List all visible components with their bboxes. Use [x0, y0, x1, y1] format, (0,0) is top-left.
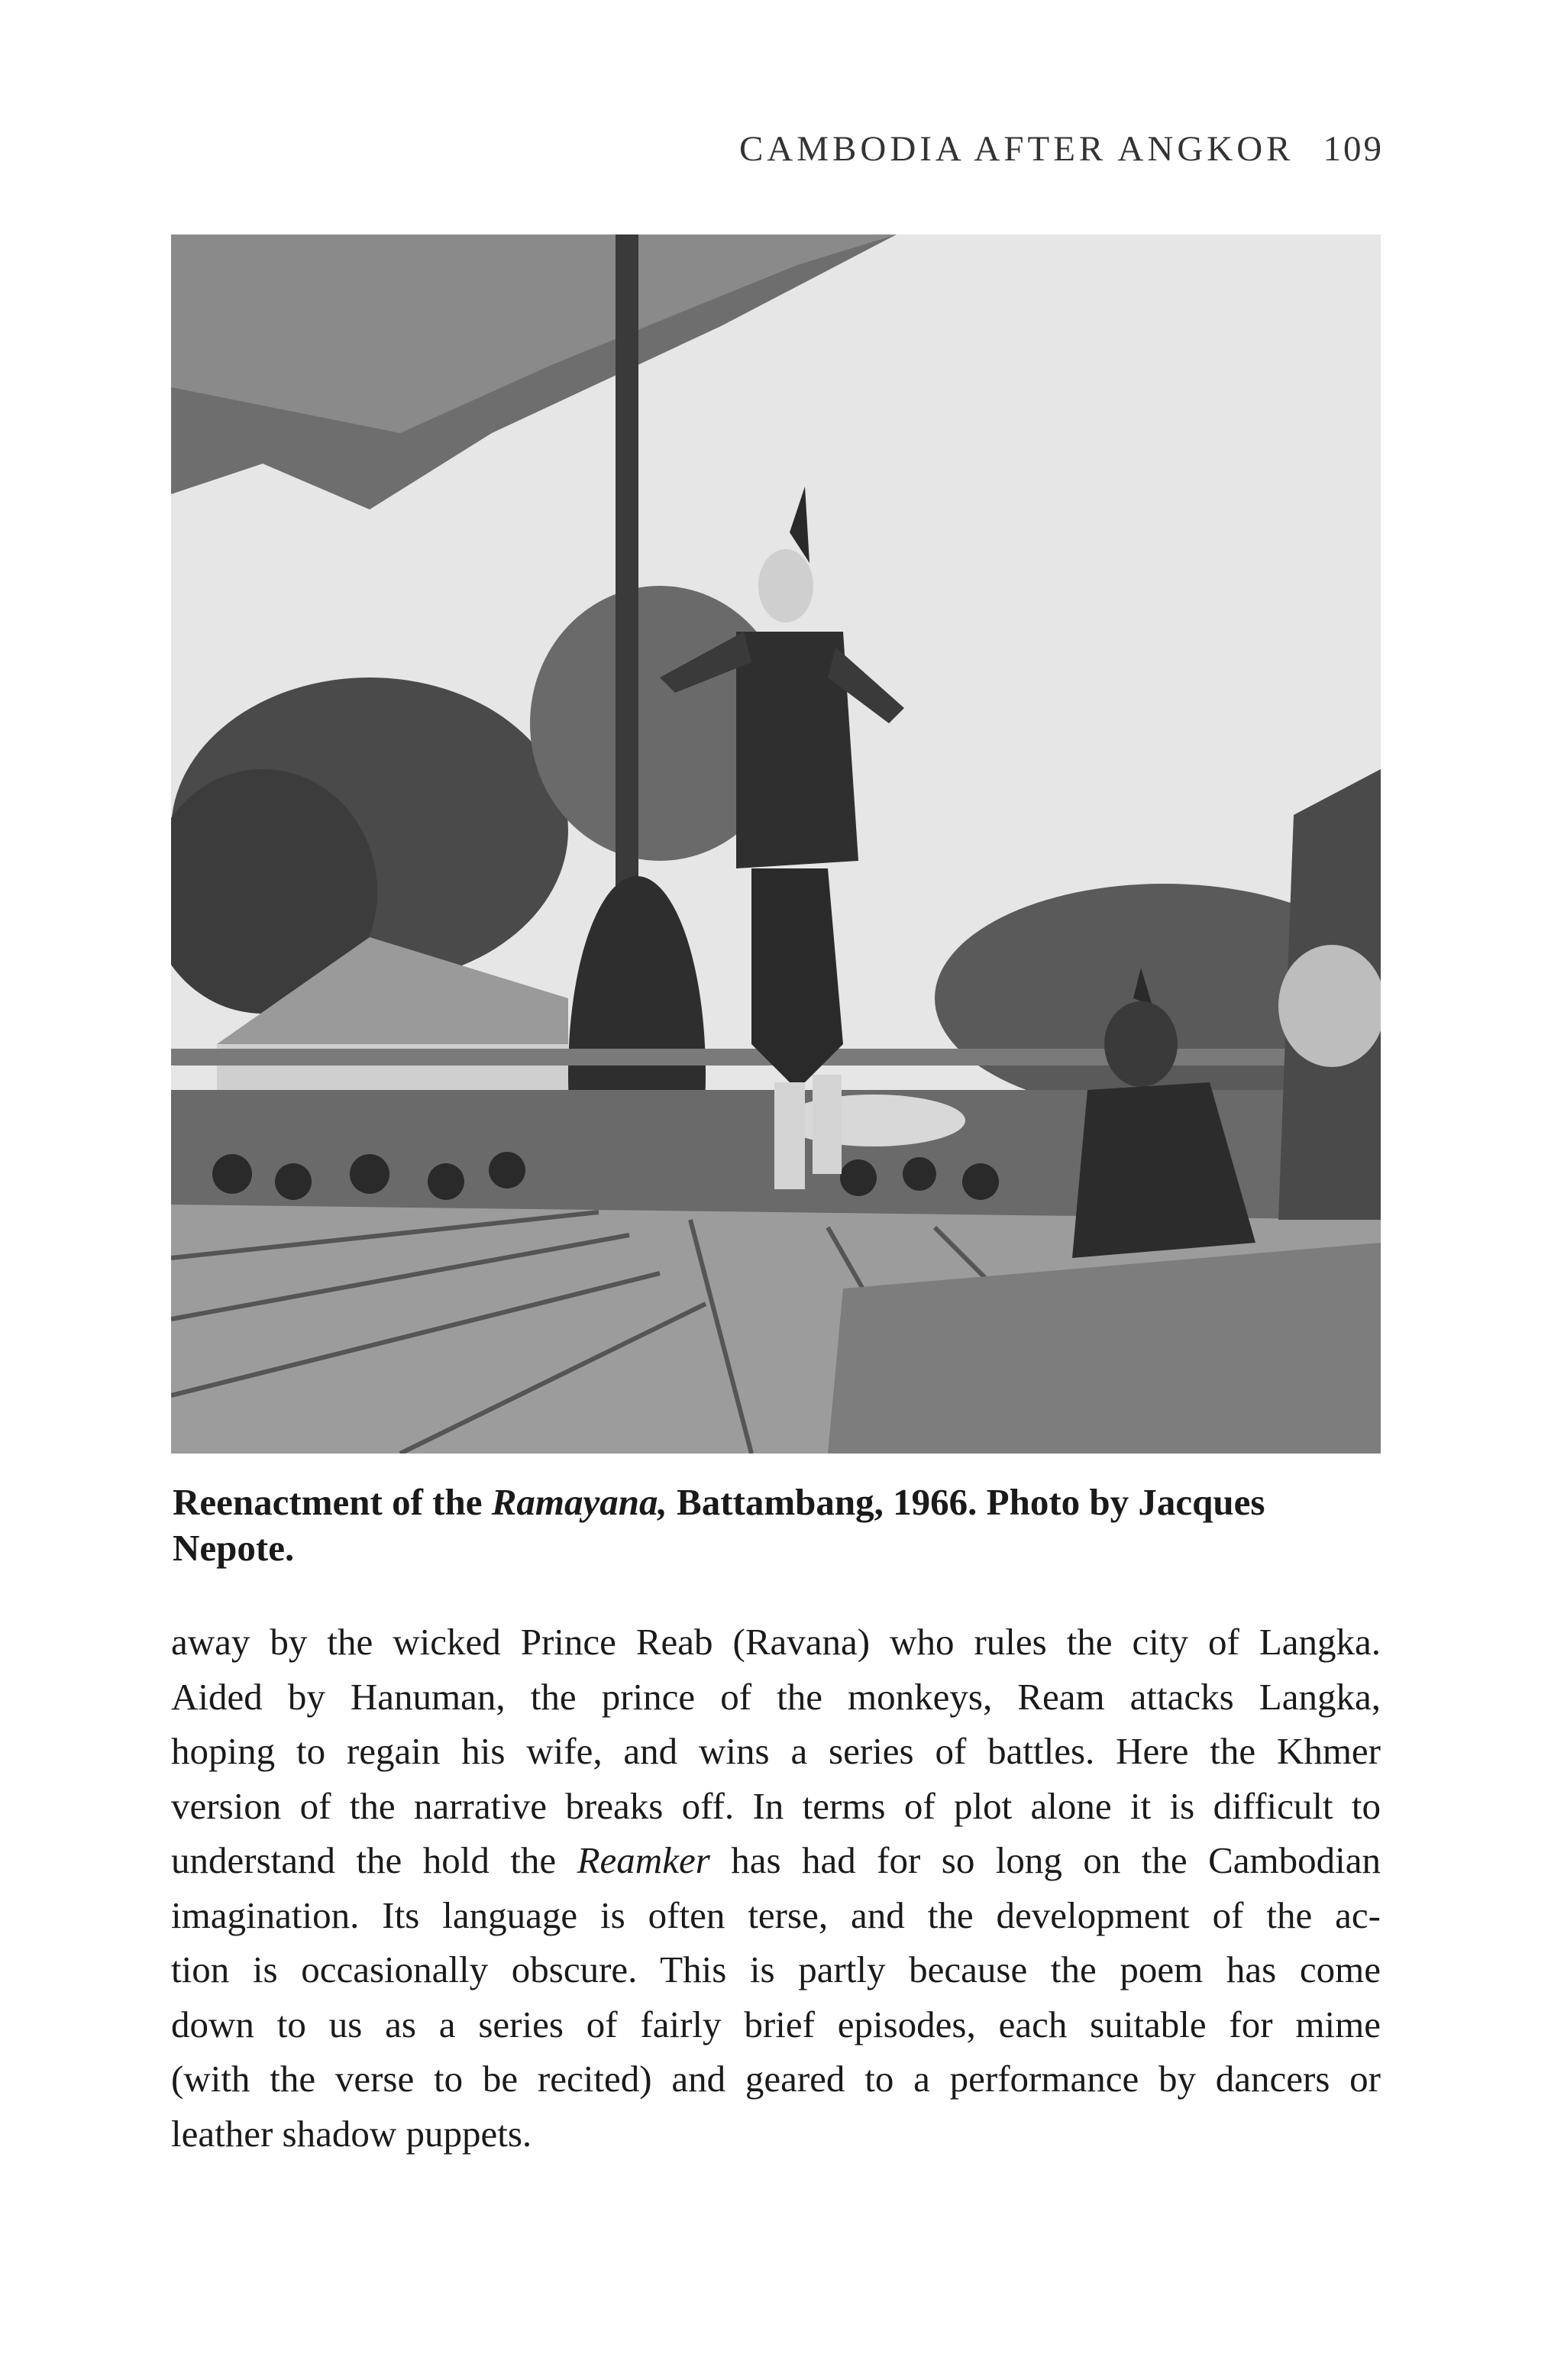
body-line: Aided by Hanuman, the prince of the monkeys, Ream attacks Langka, [171, 1675, 1381, 1718]
running-head [739, 128, 1384, 170]
page-number: 109 [1323, 129, 1384, 169]
caption-text-line2: Nepote. [173, 1527, 295, 1569]
running-title: CAMBODIA AFTER ANGKOR [738, 129, 1294, 169]
body-line: hoping to regain his wife, and wins a series of battles. Here the Khmer [171, 1730, 1381, 1772]
reamker-title: Reamker [577, 1839, 710, 1881]
body-line-part: understand the hold the [171, 1839, 577, 1881]
body-line: version of the narrative breaks off. In terms of plot alone it is difficult to [171, 1784, 1381, 1827]
photo-illustration [171, 234, 1381, 1454]
body-line: (with the verse to be recited) and geared to a performance by dancers or [171, 2058, 1381, 2100]
body-line: tion is occasionally obscure. This is partly because the poem has come [171, 1948, 1381, 1990]
body-line [171, 1833, 1381, 1888]
caption-title: Ramayana, [491, 1481, 667, 1523]
caption-text-start: Reenactment of the [173, 1481, 492, 1523]
body-line-part: has had for so long on the Cambodian [709, 1839, 1381, 1881]
body-line: away by the wicked Prince Reab (Ravana) who rules the city of Langka. [171, 1621, 1381, 1663]
caption-text-rest: Battambang, 1966. Photo by Jacques [667, 1481, 1265, 1523]
figure-caption [173, 1479, 1387, 1571]
body-paragraph [171, 1615, 1381, 2161]
body-line: down to us as a series of fairly brief episodes, each suitable for mime [171, 2003, 1381, 2045]
body-line: imagination. Its language is often terse, and the development of the ac- [171, 1893, 1381, 1936]
body-line: leather shadow puppets. [171, 2112, 532, 2155]
photo-ramayana-dancers [171, 234, 1381, 1454]
